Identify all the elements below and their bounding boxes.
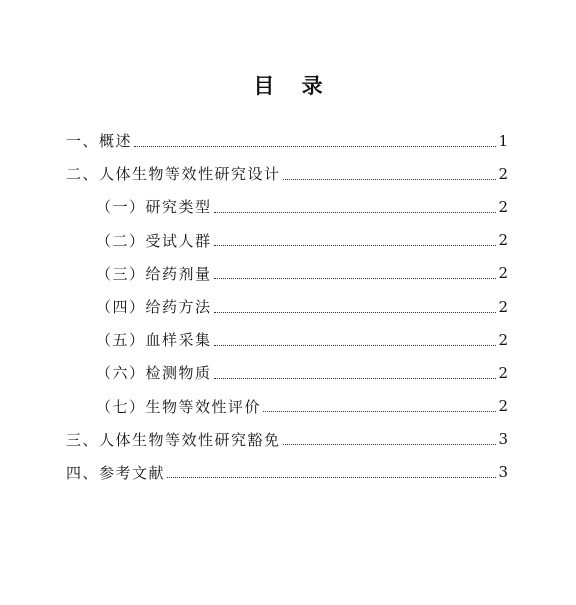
toc-leader-dots [263,410,496,412]
toc-entry-page: 2 [498,330,508,349]
toc-entry[interactable] [66,423,508,456]
toc-leader-dots [214,311,496,313]
toc-entry-label: （一）研究类型 [96,198,212,217]
toc-leader-dots [134,145,496,147]
toc-entry[interactable] [66,356,508,389]
toc-entry-page: 2 [498,297,508,316]
toc-entry[interactable] [66,290,508,323]
toc-leader-dots [214,377,496,379]
toc-entry-page: 1 [498,131,508,150]
toc-leader-dots [214,244,496,246]
toc-entry-page: 2 [498,397,508,416]
toc-entry[interactable] [66,323,508,356]
toc-entry-label: （五）血样采集 [96,331,212,350]
toc-entry-page: 3 [498,430,508,449]
toc-entry[interactable] [66,124,508,157]
toc-entry-label: 三、人体生物等效性研究豁免 [66,430,281,449]
toc-entry-label: （三）给药剂量 [96,264,212,283]
toc-leader-dots [214,211,496,213]
toc-entry-label: （七）生物等效性评价 [96,397,262,416]
toc-leader-dots [283,178,496,180]
toc-entry-page: 3 [498,463,508,482]
table-of-contents [66,124,508,489]
toc-entry[interactable] [66,390,508,423]
toc-entry-label: 一、概述 [66,132,133,151]
toc-entry-page: 2 [498,197,508,216]
toc-entry[interactable] [66,257,508,290]
toc-leader-dots [214,344,496,346]
toc-entry[interactable] [66,224,508,257]
toc-entry[interactable] [66,456,508,489]
toc-entry[interactable] [66,157,508,190]
toc-entry-page: 2 [498,264,508,283]
toc-entry-page: 2 [498,231,508,250]
toc-entry-label: 四、参考文献 [66,463,166,482]
toc-entry-label: （六）检测物质 [96,364,212,383]
toc-entry-label: 二、人体生物等效性研究设计 [66,165,281,184]
toc-entry-label: （四）给药方法 [96,298,212,317]
toc-leader-dots [214,277,496,279]
toc-entry-page: 2 [498,164,508,183]
toc-entry-page: 2 [498,363,508,382]
toc-entry-label: （二）受试人群 [96,231,212,250]
toc-leader-dots [283,443,496,445]
toc-title: 目 录 [253,74,333,98]
toc-entry[interactable] [66,190,508,223]
toc-leader-dots [167,476,496,478]
